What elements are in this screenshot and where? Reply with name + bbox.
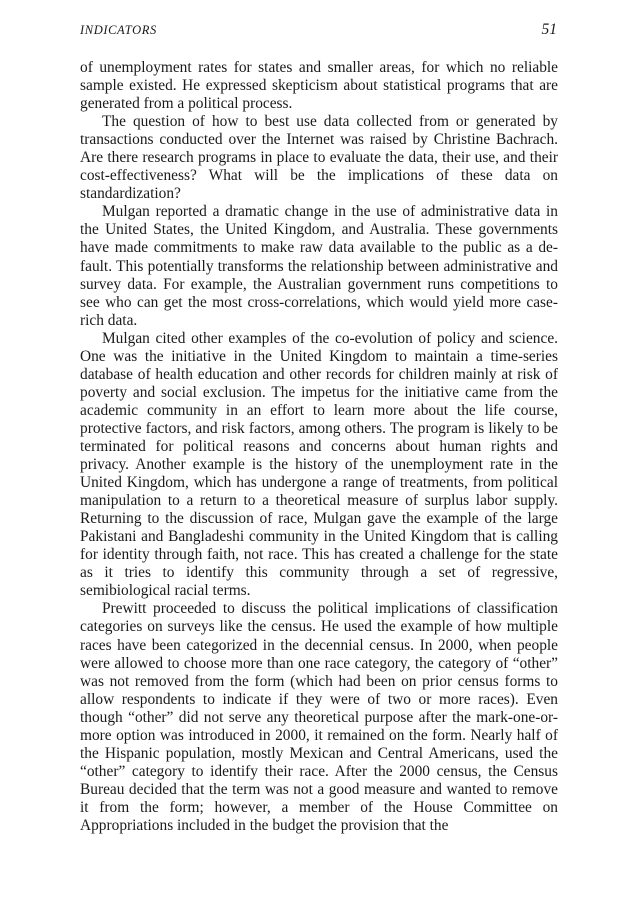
paragraph-coevolution: Mulgan cited other examples of the co-evolution of policy and science. One was the initiative in the United Kingdom to maintain a time-series database of health education and other records for children mainly at risk of poverty and social exclusion. The impetus for the initiative came from the academic community in an effort to learn more about the life course, protective factors, and risk factors, among others. The program is likely to be terminated for political reasons and concerns about human rights and privacy. Another example is the history of the unemployment rate in the United Kingdom, which has undergone a range of treatments, from political manipulation to a return to a theoretical measure of surplus labor supply. Returning to the discussion of race, Mulgan gave the example of the large Pakistani and Bangladeshi community in the United Kingdom that is calling for identity through faith, not race. This has created a challenge for the state as it tries to identify this community through a set of regressive, semibiological racial terms. — [80, 329, 558, 600]
page-number: 51 — [541, 21, 557, 38]
paragraph-internet-data: The question of how to best use data collected from or generated by transactions conducted over the Internet was raised by Christine Bachrach. Are there research programs in place to evaluate the data, their use, and their cost-effectiveness? What will be the implications of these data on standardization? — [80, 113, 558, 203]
body-text — [80, 59, 558, 835]
page-header — [80, 23, 557, 41]
paragraph-classification: Prewitt proceeded to discuss the political implications of classification categories on surveys like the census. He used the example of how multiple races have been categorized in the decennial census. In 2000, when people were allowed to choose more than one race category, the category of “other” was not removed from the form (which had been on prior census forms to allow respondents to indicate if they were of two or more races). Even though “other” did not serve any theoretical purpose after the mark-one-or-more option was introduced in 2000, it remained on the form. Nearly half of the Hispanic population, mostly Mexican and Central Americans, used the “other” category to identify their race. After the 2000 census, the Census Bureau decided that the term was not a good measure and wanted to remove it from the form; however, a member of the House Committee on Appropriations included in the budget the provision that the — [80, 600, 558, 834]
paragraph-continued: of unemployment rates for states and smaller areas, for which no reliable sample existed. He expressed skepticism about statistical programs that are generated from a political process. — [80, 59, 558, 113]
paragraph-administrative-data: Mulgan reported a dramatic change in the use of administrative data in the United States, the United Kingdom, and Australia. These governments have made commitments to make raw data available to the public as a default. This potentially transforms the relationship between administrative and survey data. For example, the Australian government runs competitions to see who can get the most cross-correlations, which would yield more case-rich data. — [80, 203, 558, 329]
running-head: INDICATORS — [80, 23, 157, 37]
